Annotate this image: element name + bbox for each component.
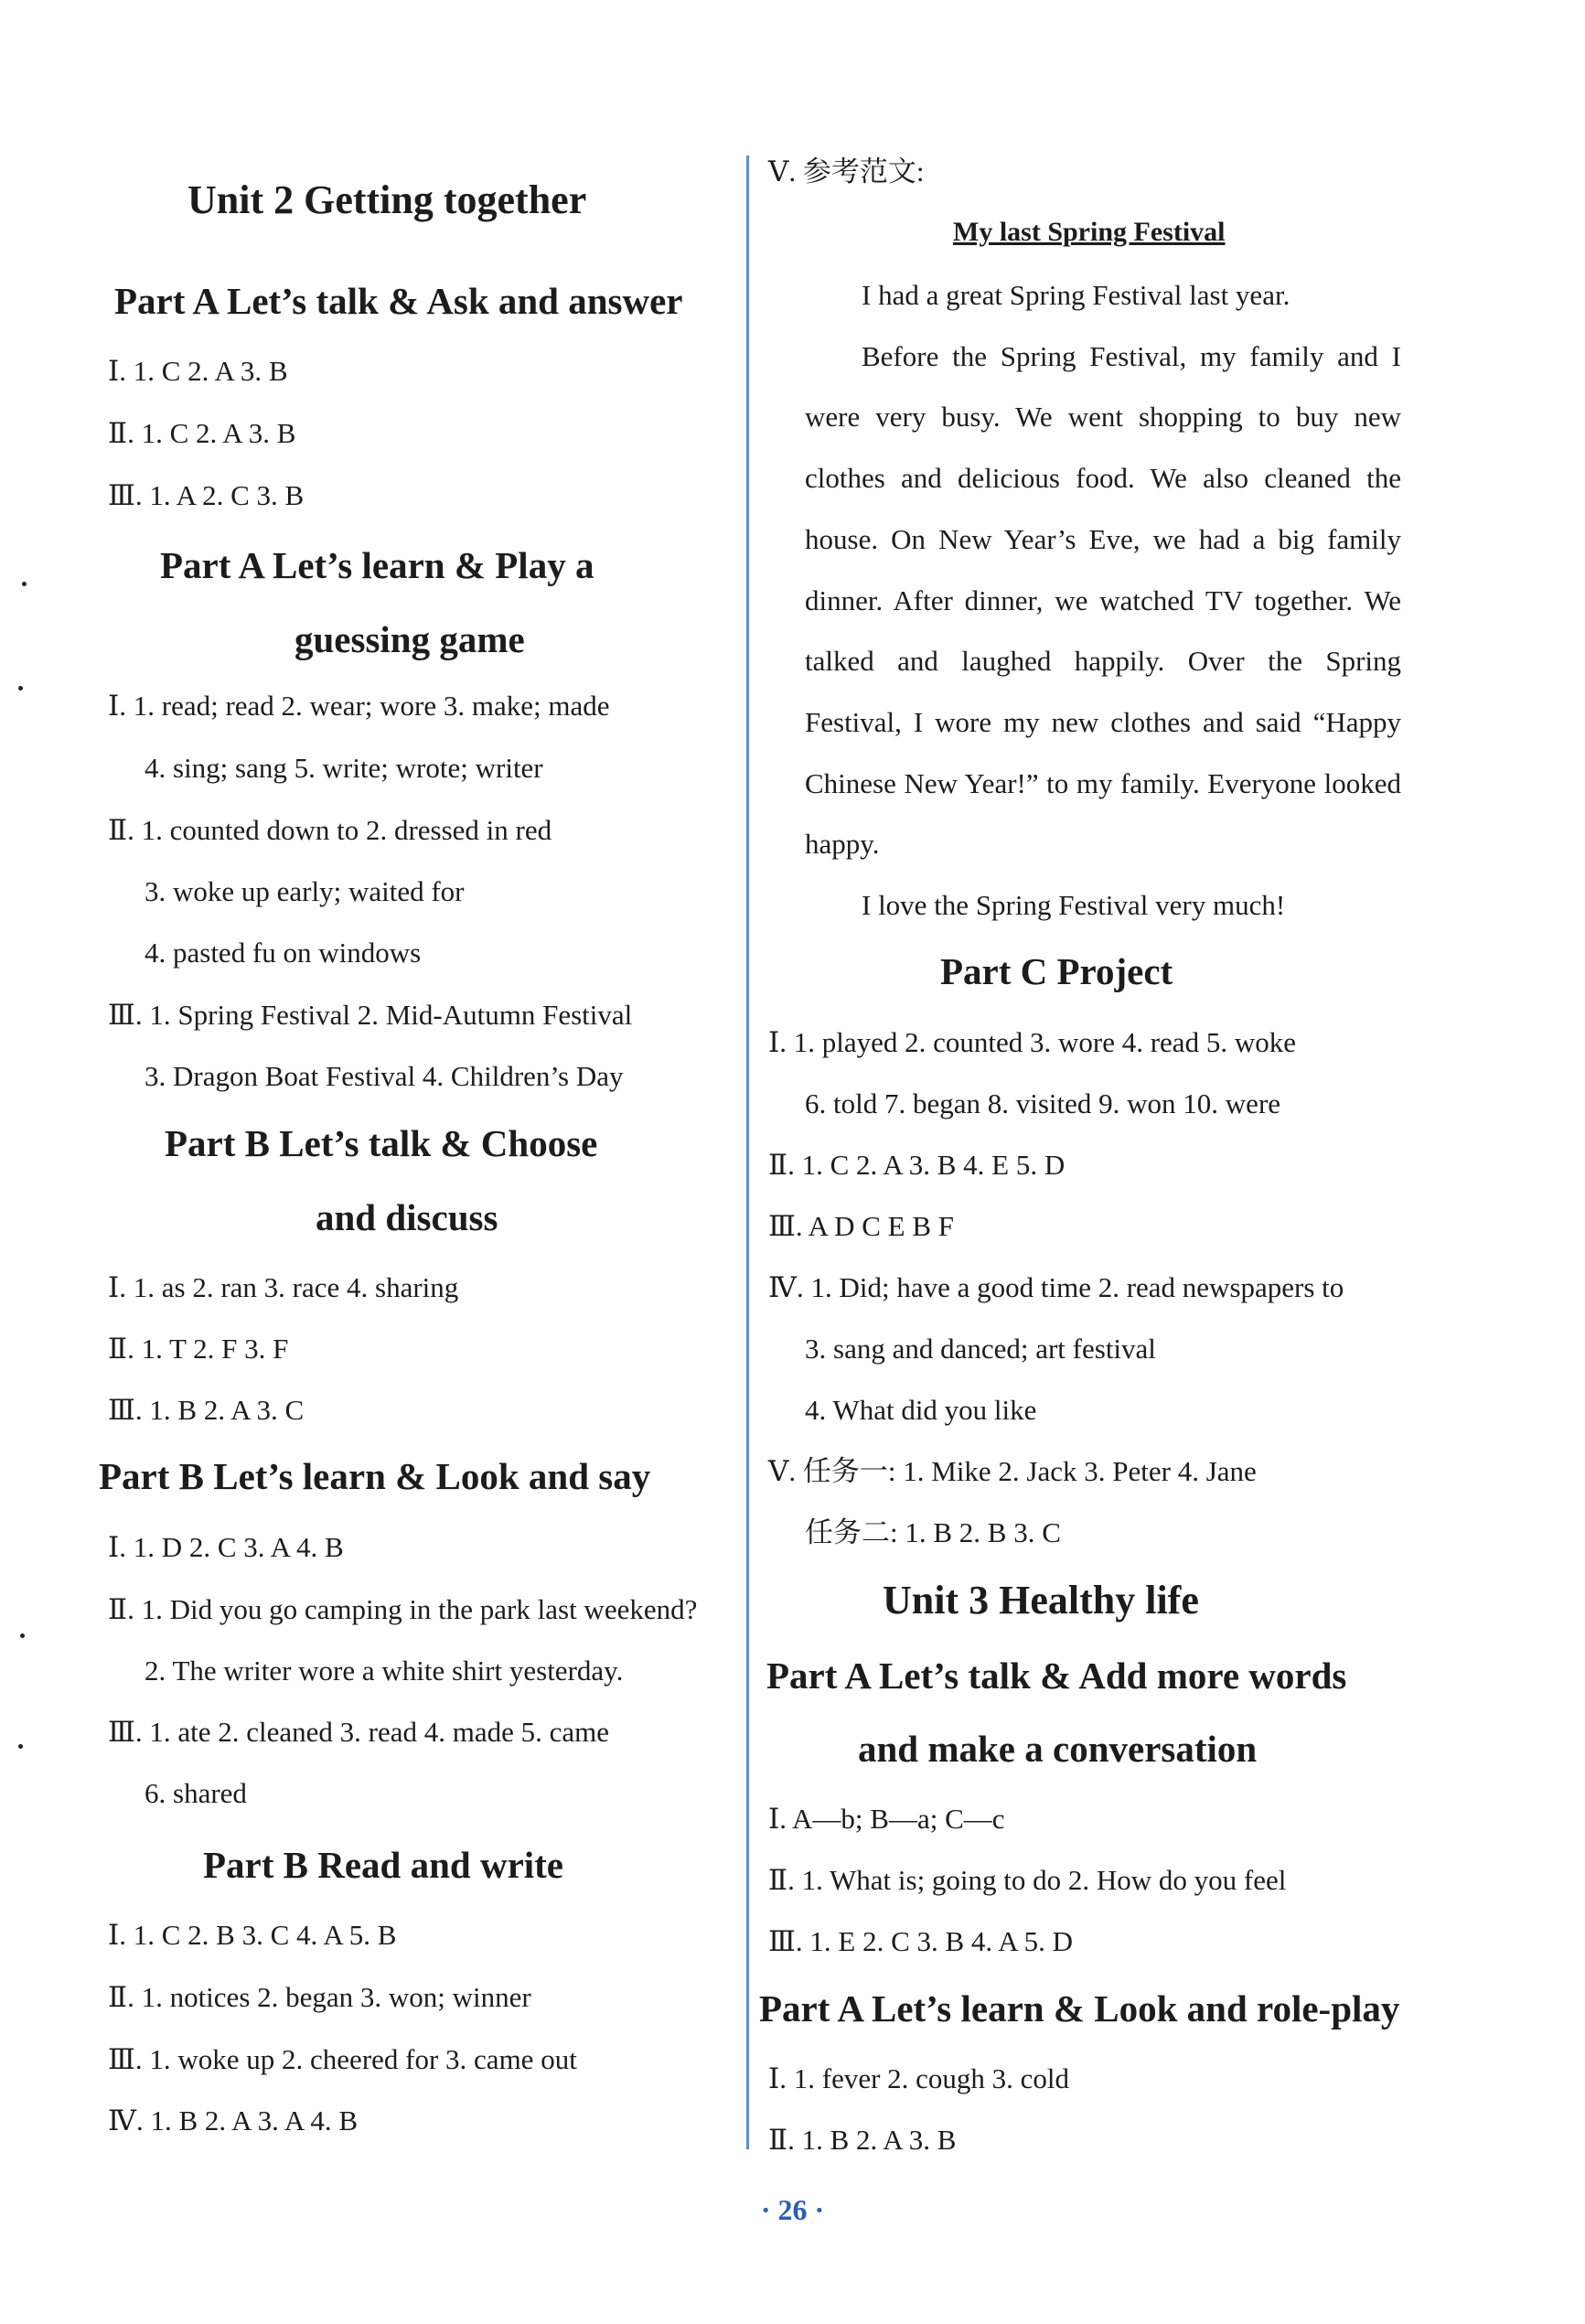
essay-body xyxy=(805,265,1401,937)
answer-line: Ⅴ. 任务一: 1. Mike 2. Jack 3. Peter 4. Jane xyxy=(768,1455,1257,1487)
answer-line: 3. sang and danced; art festival xyxy=(805,1333,1156,1365)
margin-mark xyxy=(18,1744,23,1749)
answer-line: Ⅲ. 1. A 2. C 3. B xyxy=(108,479,305,511)
unit-2-title: Unit 2 Getting together xyxy=(187,177,587,222)
answer-line: 3. woke up early; waited for xyxy=(145,875,465,907)
answer-line: Ⅱ. 1. What is; going to do 2. How do you feel xyxy=(768,1864,1287,1896)
section-title: Part A Let’s talk & Ask and answer xyxy=(114,280,683,322)
margin-mark xyxy=(22,582,27,586)
essay-title: My last Spring Festival xyxy=(953,217,1226,247)
answer-line: Ⅰ. A—b; B—a; C—c xyxy=(768,1803,1005,1835)
answer-line: 4. sing; sang 5. write; wrote; writer xyxy=(145,752,543,784)
answer-line: Ⅱ. 1. C 2. A 3. B 4. E 5. D xyxy=(768,1149,1066,1181)
answer-line: 任务二: 1. B 2. B 3. C xyxy=(805,1516,1061,1548)
answer-line: Ⅱ. 1. counted down to 2. dressed in red xyxy=(108,814,552,846)
answer-line: Ⅰ. 1. as 2. ran 3. race 4. sharing xyxy=(108,1271,459,1303)
answer-line: 4. What did you like xyxy=(805,1394,1037,1426)
answer-line: 6. told 7. began 8. visited 9. won 10. were xyxy=(805,1087,1281,1119)
essay-paragraph: Before the Spring Festival, my family and I were very busy. We went shopping to buy new clothes and delicious food. We also cleaned the house. On New Year’s Eve, we had a big family dinner. After dinner, we watched TV together. We talked and laughed happily. Over the Spring Festival, I wore my new clothes and said “Happy Chinese New Year!” to my family. Everyone looked happy. xyxy=(805,339,1401,861)
section-title: Part B Read and write xyxy=(203,1844,564,1886)
page-number: · 26 · xyxy=(760,2193,825,2226)
section-title: Part B Let’s learn & Look and say xyxy=(99,1455,651,1497)
answer-line: 4. pasted fu on windows xyxy=(145,937,422,969)
answer-line: Ⅲ. 1. woke up 2. cheered for 3. came out xyxy=(108,2043,577,2075)
margin-mark xyxy=(20,1633,25,1638)
section-title: Part A Let’s learn & Play a xyxy=(160,544,594,586)
answer-line: Ⅱ. 1. C 2. A 3. B xyxy=(108,417,296,449)
answer-line: 6. shared xyxy=(145,1777,247,1809)
answer-line: Ⅱ. 1. Did you go camping in the park last weekend? xyxy=(108,1593,698,1625)
section-title-cont: and discuss xyxy=(316,1196,498,1238)
answer-line: Ⅲ. 1. ate 2. cleaned 3. read 4. made 5. came xyxy=(108,1716,610,1748)
section-title: Part B Let’s talk & Choose xyxy=(165,1122,598,1164)
column-divider xyxy=(746,155,749,2149)
answer-line: Ⅱ. 1. notices 2. began 3. won; winner xyxy=(108,1981,531,2013)
answer-line: Ⅳ. 1. Did; have a good time 2. read newspapers to xyxy=(768,1271,1344,1303)
answer-line: Ⅲ. 1. Spring Festival 2. Mid-Autumn Festival xyxy=(108,999,633,1031)
answer-line: Ⅰ. 1. C 2. A 3. B xyxy=(108,355,288,387)
section-title: Part A Let’s talk & Add more words xyxy=(766,1655,1347,1697)
section-title: Part A Let’s learn & Look and role-play xyxy=(759,1987,1400,2029)
answer-line: Ⅱ. 1. T 2. F 3. F xyxy=(108,1333,289,1365)
section-title-cont: and make a conversation xyxy=(858,1728,1258,1770)
answer-line: Ⅱ. 1. B 2. A 3. B xyxy=(768,2124,957,2156)
essay-paragraph: I had a great Spring Festival last year. xyxy=(862,279,1290,311)
margin-mark xyxy=(18,686,23,691)
answer-line: Ⅰ. 1. fever 2. cough 3. cold xyxy=(768,2062,1070,2094)
answer-line: Ⅰ. 1. read; read 2. wear; wore 3. make; made xyxy=(108,690,610,722)
answer-line: 3. Dragon Boat Festival 4. Children’s Day xyxy=(145,1060,624,1092)
answer-line: Ⅲ. 1. B 2. A 3. C xyxy=(108,1394,305,1426)
unit-3-title: Unit 3 Healthy life xyxy=(883,1578,1199,1623)
answer-line: Ⅰ. 1. C 2. B 3. C 4. A 5. B xyxy=(108,1919,397,1951)
essay-paragraph: I love the Spring Festival very much! xyxy=(862,889,1286,922)
essay-label: Ⅴ. 参考范文: xyxy=(768,155,925,187)
section-title: Part C Project xyxy=(940,950,1173,992)
answer-line: Ⅳ. 1. B 2. A 3. A 4. B xyxy=(108,2104,359,2137)
section-title-cont: guessing game xyxy=(295,618,525,660)
answer-line: Ⅲ. 1. E 2. C 3. B 4. A 5. D xyxy=(768,1925,1074,1957)
answer-line: Ⅰ. 1. played 2. counted 3. wore 4. read 5. woke xyxy=(768,1026,1296,1058)
answer-line: 2. The writer wore a white shirt yesterday. xyxy=(145,1655,624,1687)
answer-line: Ⅰ. 1. D 2. C 3. A 4. B xyxy=(108,1531,344,1563)
answer-line: Ⅲ. A D C E B F xyxy=(768,1210,955,1242)
